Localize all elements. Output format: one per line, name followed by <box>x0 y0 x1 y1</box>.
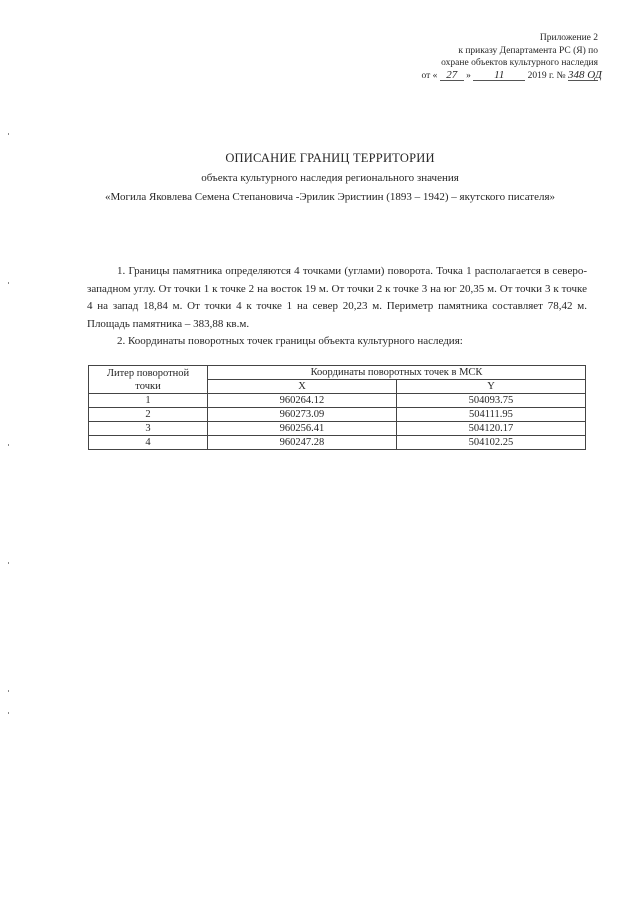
appendix-department: охране объектов культурного наследия <box>441 58 598 68</box>
appendix-date-line <box>358 68 602 83</box>
point-cell: 2 <box>89 408 208 422</box>
y-cell: 504102.25 <box>396 436 585 450</box>
x-header: X <box>208 380 397 394</box>
date-month: 11 <box>473 70 525 81</box>
appendix-order-ref: к приказу Департамента РС (Я) по <box>458 45 598 56</box>
x-cell: 960256.41 <box>208 422 397 436</box>
table-row <box>89 394 586 408</box>
scan-artifact <box>8 282 9 284</box>
date-prefix: от « <box>421 70 438 81</box>
x-cell: 960273.09 <box>208 408 397 422</box>
date-year: 2019 г. № <box>527 70 566 81</box>
document-title-block <box>90 150 570 205</box>
coords-header: Координаты поворотных точек в МСК <box>208 366 586 380</box>
order-number: 348 ОД <box>568 68 602 81</box>
boundary-description: 1. Границы памятника определяются 4 точками (углами) поворота. Точка 1 располагается в северо-западном углу. От точки 1 к точке 2 на восток 19 м. От точки 2 к точке 3 на юг 20,35 м. От точки 3 к точке 4 на запад 18,84 м. От точки 4 к точке 1 на север 20,23 м. Периметр памятника составляет 78,42 м. Площадь памятника – 383,88 кв.м. <box>87 265 587 330</box>
table-row <box>89 422 586 436</box>
point-header: Литер поворотной точки <box>89 366 208 394</box>
y-cell: 504120.17 <box>396 422 585 436</box>
object-name: «Могила Яковлева Семена Степановича -Эрилик Эристиин (1893 – 1942) – якутского писателя» <box>104 191 556 203</box>
scan-artifact <box>8 562 9 564</box>
scan-artifact <box>8 712 9 714</box>
coordinates-intro: 2. Координаты поворотных точек границы объекта культурного наследия: <box>117 335 463 347</box>
coordinates-table <box>88 365 586 450</box>
table-header-row <box>89 366 586 380</box>
x-cell: 960247.28 <box>208 436 397 450</box>
scan-artifact <box>8 444 9 446</box>
appendix-title: Приложение 2 <box>539 33 598 43</box>
table-row <box>89 436 586 450</box>
x-cell: 960264.12 <box>208 394 397 408</box>
point-cell: 4 <box>89 436 208 450</box>
date-day: 27 <box>440 70 464 81</box>
y-cell: 504093.75 <box>396 394 585 408</box>
table-row <box>89 408 586 422</box>
y-header: Y <box>396 380 585 394</box>
document-body <box>87 263 587 351</box>
date-mid: » <box>466 70 471 81</box>
appendix-header <box>358 32 602 82</box>
y-cell: 504111.95 <box>396 408 585 422</box>
point-cell: 3 <box>89 422 208 436</box>
scan-artifact <box>8 133 9 135</box>
scan-artifact <box>8 690 9 692</box>
object-category: объекта культурного наследия регионального значения <box>201 172 459 184</box>
document-title: ОПИСАНИЕ ГРАНИЦ ТЕРРИТОРИИ <box>225 151 435 165</box>
point-cell: 1 <box>89 394 208 408</box>
